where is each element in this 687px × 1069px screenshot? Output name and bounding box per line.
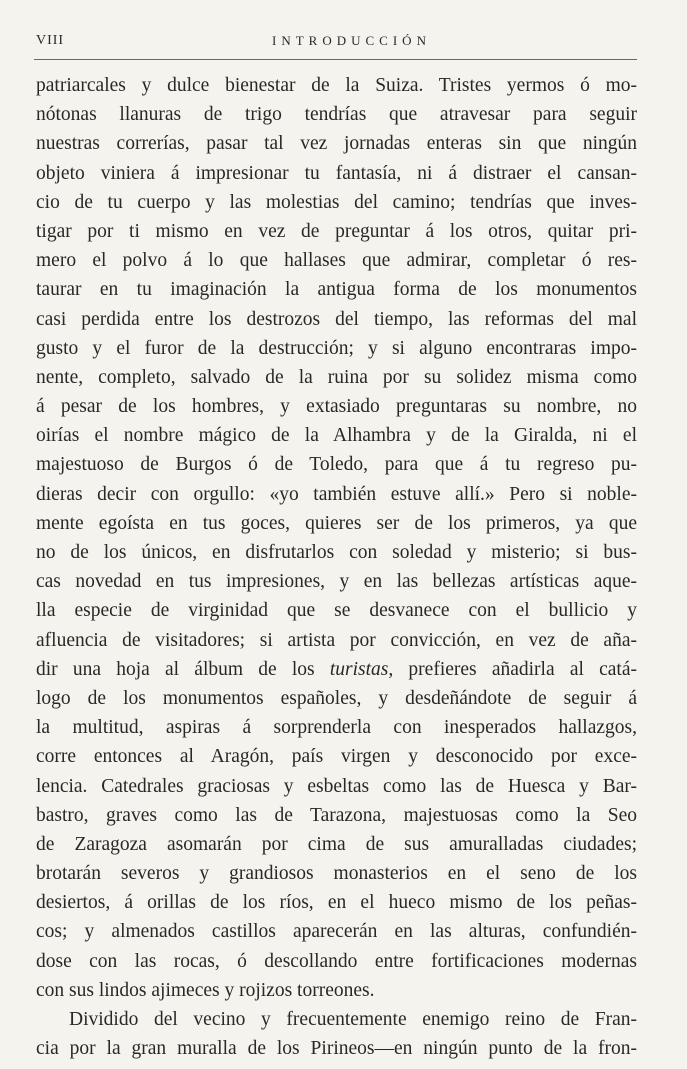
text-line: mente egoísta en tus goces, quieres ser de los primeros, ya que [36, 512, 637, 534]
text-line: afluencia de visitadores; si artista por convicción, en vez de aña- [36, 629, 637, 651]
text-line: cia por la gran muralla de los Pirineos—en ningún punto de la fron- [36, 1038, 637, 1060]
text-line: majestuoso de Burgos ó de Toledo, para que á tu regreso pu- [36, 454, 637, 476]
text-line: dose con las rocas, ó descollando entre fortificaciones modernas [36, 950, 637, 972]
running-head [36, 33, 637, 55]
text-line: cio de tu cuerpo y las molestias del camino; tendrías que inves- [36, 191, 637, 213]
text-line: nótonas llanuras de trigo tendrías que atravesar para seguir [36, 104, 637, 126]
text-line: nuestras correrías, pasar tal vez jornadas enteras sin que ningún [36, 133, 637, 155]
text-line: brotarán severos y grandiosos monasterios en el seno de los [36, 863, 637, 885]
text-line: tigar por ti mismo en vez de preguntar á los otros, quitar pri- [36, 220, 637, 242]
text-line: nente, completo, salvado de la ruina por su solidez misma como [36, 366, 637, 388]
text-line: con sus lindos ajimeces y rojizos torreones. [36, 979, 375, 1001]
text-line: logo de los monumentos españoles, y desdeñándote de seguir á [36, 687, 637, 709]
text-line: dieras decir con orgullo: «yo también estuve allí.» Pero si noble- [36, 483, 637, 505]
text-line: corre entonces al Aragón, país virgen y desconocido por exce- [36, 746, 637, 768]
text-line: objeto viniera á impresionar tu fantasía, ni á distraer el cansan- [36, 162, 637, 184]
text-line: lla especie de virginidad que se desvanece con el bullicio y [36, 600, 637, 622]
text-line: gusto y el furor de la destrucción; y si alguno encontraras impo- [36, 337, 637, 359]
text-line: bastro, graves como las de Tarazona, majestuosas como la Seo [36, 804, 637, 826]
text-segment: dir una hoja al álbum de los [36, 658, 330, 680]
text-line: desiertos, á orillas de los ríos, en el hueco mismo de los peñas- [36, 892, 637, 914]
text-line [36, 655, 637, 684]
italic-word: turistas, [329, 658, 394, 680]
header-rule [34, 59, 637, 60]
text-line: de Zaragoza asomarán por cima de sus amuralladas ciudades; [36, 833, 637, 855]
text-line: cas novedad en tus impresiones, y en las bellezas artísticas aque- [36, 571, 637, 593]
text-line: oirías el nombre mágico de la Alhambra y de la Giralda, ni el [36, 425, 637, 447]
text-line: á pesar de los hombres, y extasiado preguntaras su nombre, no [36, 396, 637, 418]
page-number: VIII [36, 33, 65, 48]
text-line: casi perdida entre los destrozos del tiempo, las reformas del mal [36, 308, 637, 330]
text-line: taurar en tu imaginación la antigua forma de los monumentos [36, 279, 637, 301]
text-line: Dividido del vecino y frecuentemente enemigo reino de Fran- [69, 1009, 637, 1030]
running-title: INTRODUCCIÓN [272, 33, 431, 48]
text-line: patriarcales y dulce bienestar de la Suiza. Tristes yermos ó mo- [36, 75, 637, 96]
text-line: no de los únicos, en disfrutarlos con soledad y misterio; si bus- [36, 542, 637, 563]
text-line: lencia. Catedrales graciosas y esbeltas como las de Huesca y Bar- [36, 775, 637, 797]
body-text [36, 71, 637, 1063]
text-line: la multitud, aspiras á sorprenderla con inesperados hallazgos, [36, 717, 637, 739]
text-line: cos; y almenados castillos aparecerán en las alturas, confundién- [36, 921, 637, 943]
text-line: mero el polvo á lo que hallases que admirar, completar ó res- [36, 250, 637, 272]
text-segment: prefieres añadirla al catá- [393, 658, 637, 680]
